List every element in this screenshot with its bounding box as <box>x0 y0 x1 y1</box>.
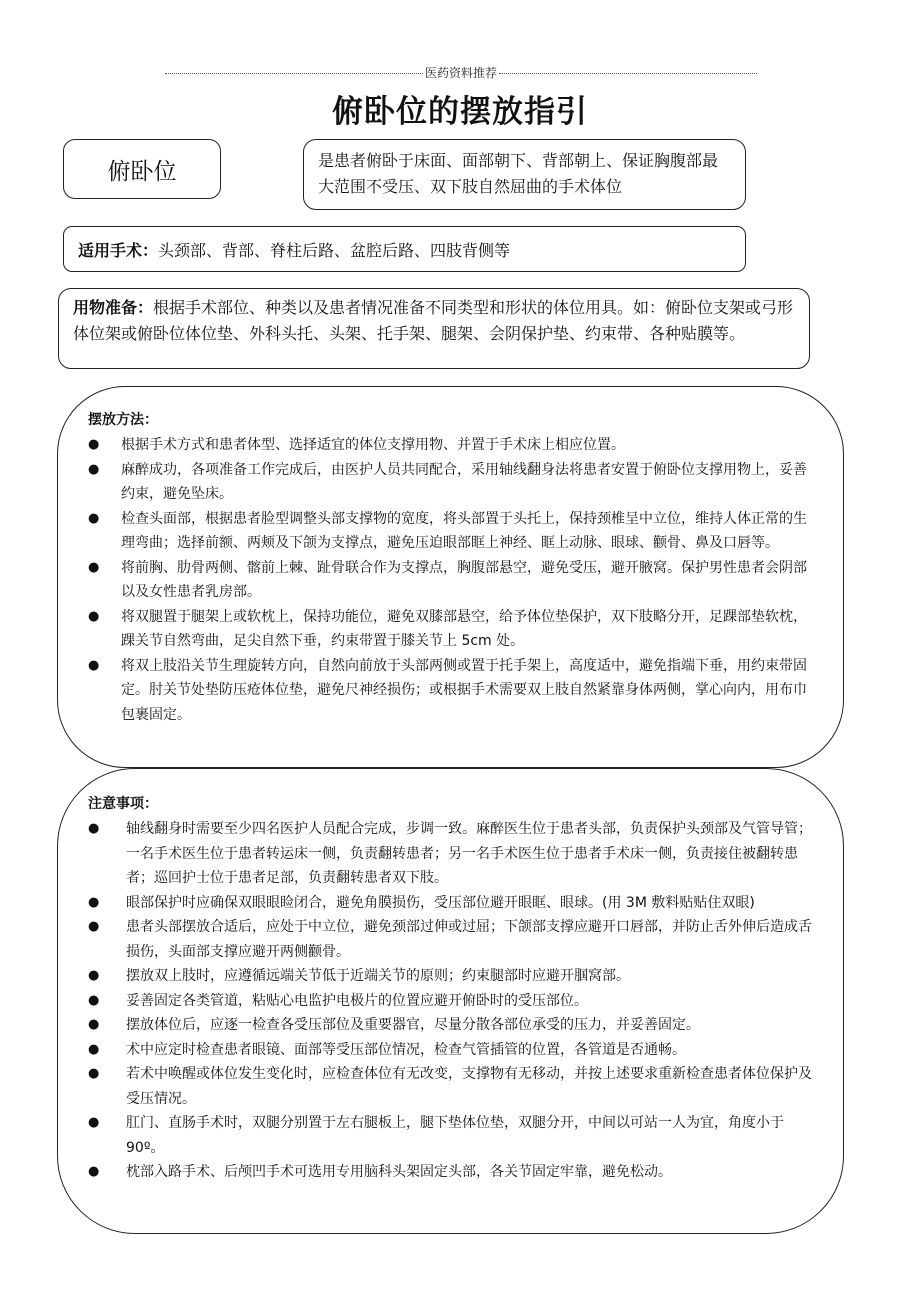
bullet-icon: ● <box>88 1115 100 1130</box>
notes-item <box>88 1062 813 1111</box>
notes-item-text: 摆放体位后，应逐一检查各受压部位及重要器官，尽量分散各部位承受的压力，并妥善固定。 <box>126 1017 700 1033</box>
bullet-icon: ● <box>88 1017 100 1032</box>
notes-item-text: 轴线翻身时需要至少四名医护人员配合完成，步调一致。麻醉医生位于患者头部，负责保护头颈部及气管导管；一名手术医生位于患者转运床一侧，负责翻转患者；另一名手术医生位于患者手术床一侧，负责接住被翻转患者；巡回护士位于患者足部，负责翻转患者双下肢。 <box>126 821 812 886</box>
definition-box <box>303 139 746 210</box>
surgery-box <box>63 226 746 272</box>
bullet-icon: ● <box>88 510 100 526</box>
bullet-icon: ● <box>88 559 100 575</box>
notes-item <box>88 1013 813 1038</box>
notes-item <box>88 964 813 989</box>
method-item-text: 将双上肢沿关节生理旋转方向，自然向前放于头部两侧或置于托手架上，高度适中，避免指端下垂，用约束带固定。肘关节处垫防压疮体位垫，避免尺神经损伤；或根据手术需要双上肢自然紧靠身体两侧，掌心向内，用布巾包裹固定。 <box>121 657 807 723</box>
supplies-text: 根据手术部位、种类以及患者情况准备不同类型和形状的体位用具。如：俯卧位支架或弓形体位架或俯卧位体位垫、外科头托、头架、托手架、腿架、会阴保护垫、约束带、各种贴膜等。 <box>73 298 794 343</box>
bullet-icon: ● <box>88 437 100 452</box>
header-note <box>165 64 757 81</box>
notes-item <box>88 817 813 891</box>
bullet-icon: ● <box>88 461 100 477</box>
method-item <box>88 654 813 728</box>
definition-text: 是患者俯卧于床面、面部朝下、背部朝上、保证胸腹部最大范围不受压、双下肢自然屈曲的手术体位 <box>318 151 719 196</box>
notes-item-text: 若术中唤醒或体位发生变化时，应检查体位有无改变，支撑物有无移动，并按上述要求重新检查患者体位保护及受压情况。 <box>126 1066 812 1107</box>
method-item-text: 根据手术方式和患者体型、选择适宜的体位支撑用物、并置于手术床上相应位置。 <box>121 437 625 453</box>
method-item <box>88 507 813 556</box>
term-box <box>63 139 221 199</box>
term-text: 俯卧位 <box>107 158 177 185</box>
supplies-label: 用物准备： <box>73 298 154 317</box>
method-item-text: 检查头面部，根据患者脸型调整头部支撑物的宽度，将头部置于头托上，保持颈椎呈中立位，维持人体正常的生理弯曲；选择前额、两颊及下颌为支撑点，避免压迫眼部眶上神经、眶上动脉、眼球、颧骨、鼻及口唇等。 <box>121 510 807 551</box>
notes-item <box>88 1038 813 1063</box>
bullet-icon: ● <box>88 1164 100 1179</box>
notes-item-text: 枕部入路手术、后颅凹手术可选用专用脑科头架固定头部，各关节固定牢靠，避免松动。 <box>126 1164 672 1180</box>
bullet-icon: ● <box>88 657 100 673</box>
method-box <box>57 386 844 768</box>
notes-box <box>57 768 844 1234</box>
notes-item <box>88 891 813 916</box>
notes-item <box>88 915 813 964</box>
page-title: 俯卧位的摆放指引 <box>332 94 588 130</box>
bullet-icon: ● <box>88 1066 100 1081</box>
notes-item-text: 术中应定时检查患者眼镜、面部等受压部位情况，检查气管插管的位置，各管道是否通畅。 <box>126 1041 686 1058</box>
method-item <box>88 605 813 654</box>
bullet-icon: ● <box>88 968 100 983</box>
notes-item-text: 妥善固定各类管道，粘贴心电监护电极片的位置应避开俯卧时的受压部位。 <box>126 992 588 1009</box>
bullet-icon: ● <box>88 1041 100 1057</box>
surgery-label: 适用手术： <box>78 240 159 260</box>
header-dots-left <box>165 73 423 74</box>
bullet-icon: ● <box>88 992 100 1008</box>
method-item <box>88 556 813 605</box>
bullet-icon: ● <box>88 919 100 934</box>
method-item-text: 麻醉成功，各项准备工作完成后，由医护人员共同配合，采用轴线翻身法将患者安置于俯卧位支撑用物上，妥善约束，避免坠床。 <box>121 461 807 502</box>
method-heading: 摆放方法： <box>88 412 158 428</box>
method-item <box>88 433 813 458</box>
notes-item-text: 患者头部摆放合适后，应处于中立位，避免颈部过伸或过屈；下颌部支撑应避开口唇部，并防止舌外伸后造成舌损伤，头面部支撑应避开两侧颧骨。 <box>126 919 812 960</box>
header-dots-right <box>499 73 757 74</box>
supplies-box <box>58 288 810 369</box>
notes-item <box>88 1160 813 1185</box>
notes-item-text: 摆放双上肢时，应遵循远端关节低于近端关节的原则；约束腿部时应避开腘窝部。 <box>126 968 630 984</box>
bullet-icon: ● <box>88 608 100 624</box>
notes-item <box>88 989 813 1014</box>
notes-item <box>88 1111 813 1160</box>
notes-heading: 注意事项： <box>88 796 158 812</box>
method-item-text: 将双腿置于腿架上或软枕上，保持功能位，避免双膝部悬空，给予体位垫保护，双下肢略分开，足踝部垫软枕，踝关节自然弯曲，足尖自然下垂，约束带置于膝关节上 5cm 处。 <box>121 608 807 649</box>
method-list <box>88 433 813 727</box>
bullet-icon: ● <box>88 894 100 910</box>
surgery-text: 头颈部、背部、脊柱后路、盆腔后路、四肢背侧等 <box>158 240 511 260</box>
notes-item-text: 眼部保护时应确保双眼眼睑闭合，避免角膜损伤，受压部位避开眼眶、眼球。(用 3M 敷料贴贴住双眼) <box>126 894 755 911</box>
header-note-text: 医药资料推荐 <box>425 66 498 80</box>
bullet-icon: ● <box>88 821 100 836</box>
method-item-text: 将前胸、肋骨两侧、髂前上棘、趾骨联合作为支撑点，胸腹部悬空，避免受压，避开腋窝。保护男性患者会阴部以及女性患者乳房部。 <box>121 559 807 600</box>
notes-item-text: 肛门、直肠手术时，双腿分别置于左右腿板上，腿下垫体位垫，双腿分开，中间以可站一人为宜，角度小于 90º。 <box>126 1115 784 1156</box>
notes-list <box>88 817 813 1185</box>
method-item <box>88 458 813 507</box>
